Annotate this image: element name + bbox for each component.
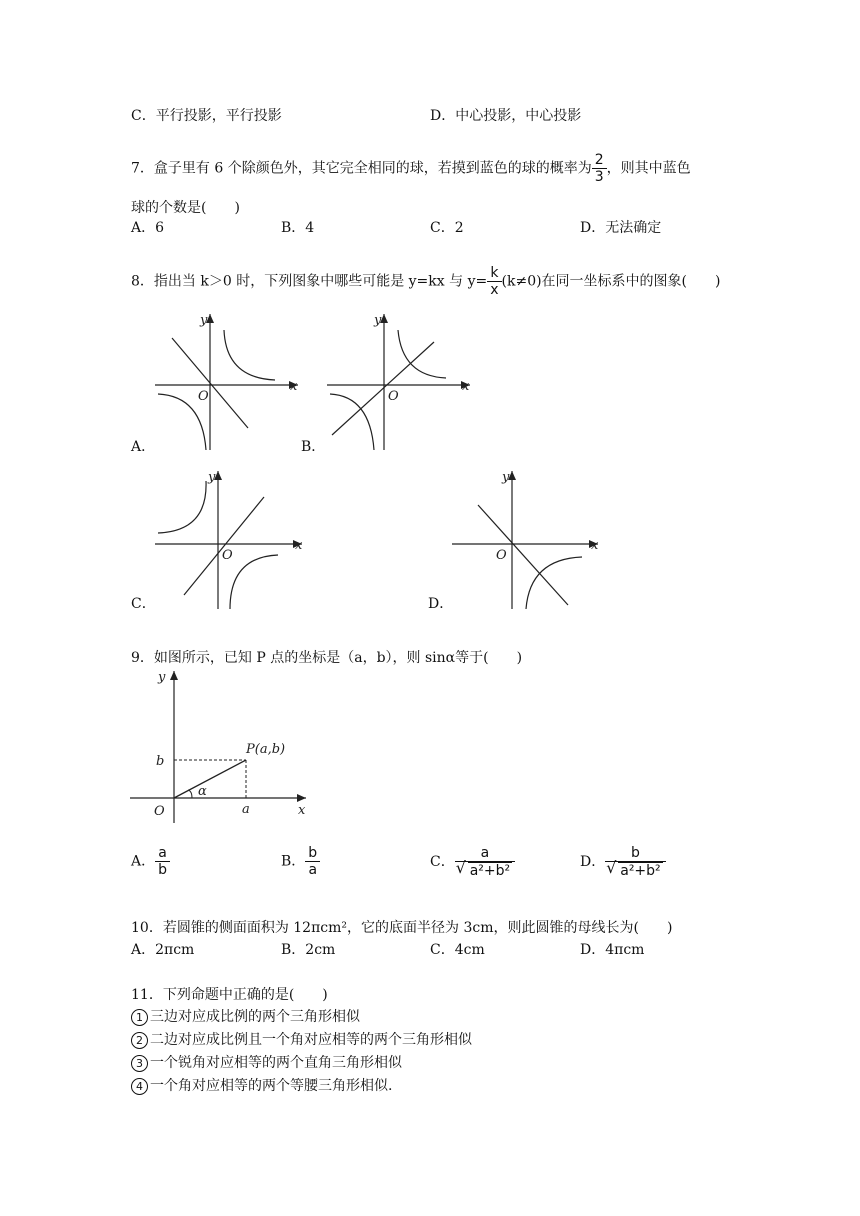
q9-stem: 9．如图所示，已知 P 点的坐标是（a，b），则 sinα等于( )	[131, 650, 523, 666]
q11-item-2: 2 二边对应成比例且一个角对应相等的两个三角形相似	[131, 1030, 472, 1050]
q9-option-c: C． a √ a²+b²	[430, 845, 515, 879]
q8-graph-a	[150, 310, 305, 455]
q8-label-c: C．	[131, 596, 156, 612]
svg-text:y: y	[208, 470, 216, 485]
svg-text:x: x	[591, 538, 599, 553]
q10-stem: 10．若圆锥的侧面面积为 12πcm²，它的底面半径为 3cm，则此圆锥的母线长为( )	[131, 920, 673, 936]
q9-option-b: B． $\frac{b}{a}$	[281, 845, 320, 878]
svg-text:x: x	[462, 379, 470, 394]
svg-text:x: x	[298, 803, 306, 818]
q6-option-c: C．平行投影，平行投影	[131, 108, 282, 124]
q11-item-1: 1 三边对应成比例的两个三角形相似	[131, 1007, 360, 1027]
q11-item-3: 3 一个锐角对应相等的两个直角三角形相似	[131, 1053, 402, 1073]
q10-option-a: A．2πcm	[131, 942, 195, 958]
q11-item-4: 4 一个角对应相等的两个等腰三角形相似.	[131, 1076, 392, 1096]
q7-option-b: B．4	[281, 220, 315, 236]
q7-option-c: C．2	[430, 220, 464, 236]
svg-text:b: b	[156, 754, 165, 769]
q8-label-b: B．	[301, 439, 326, 455]
q9-option-a: A． $\frac{a}{b}$	[131, 845, 170, 878]
q10-option-c: C．4cm	[430, 942, 485, 958]
q8-fraction: $\frac{k}{x}$	[487, 265, 501, 298]
origin-label: O	[198, 389, 209, 404]
q6-option-d: D．中心投影，中心投影	[430, 108, 582, 124]
q7-stem	[131, 152, 691, 185]
q10-option-d: D．4πcm	[580, 942, 645, 958]
q11-stem: 11．下列命题中正确的是( )	[131, 987, 328, 1003]
q7-stem-line2: 球的个数是( )	[131, 200, 240, 216]
q8-graph-b	[322, 310, 477, 455]
q9-figure	[126, 665, 316, 827]
axis-x-label: x	[290, 379, 298, 394]
q7-text2: ，则其中蓝色	[606, 160, 691, 177]
svg-text:y: y	[502, 470, 510, 485]
svg-text:O: O	[496, 548, 507, 563]
q7-option-d: D．无法确定	[580, 220, 662, 236]
svg-text:O: O	[222, 548, 233, 563]
q7-option-a: A．6	[131, 220, 165, 236]
svg-text:O: O	[154, 804, 165, 819]
q8-text2: (k≠0)在同一坐标系中的图象( )	[501, 273, 721, 290]
q8-graph-c	[150, 467, 310, 612]
q7-fraction: $\frac{2}{3}$	[592, 152, 607, 185]
q8-label-a: A．	[131, 439, 156, 455]
axis-y-label: y	[200, 313, 208, 328]
q10-option-b: B．2cm	[281, 942, 336, 958]
q9-option-d: D． b √ a²+b²	[580, 845, 666, 879]
q8-label-d: D．	[428, 596, 454, 612]
svg-text:O: O	[388, 389, 399, 404]
q8-text1: 8．指出当 k＞0 时，下列图象中哪些可能是 y=kx 与 y=	[131, 273, 488, 290]
svg-text:y: y	[374, 313, 382, 328]
svg-text:y: y	[158, 670, 166, 685]
q7-text1: 7．盒子里有 6 个除颜色外，其它完全相同的球，若摸到蓝色的球的概率为	[131, 160, 592, 177]
svg-text:x: x	[295, 538, 303, 553]
svg-text:P(a,b): P(a,b)	[246, 742, 286, 757]
svg-text:α: α	[198, 784, 207, 799]
q8-stem	[131, 265, 720, 298]
svg-text:a: a	[242, 802, 250, 817]
q8-graph-d	[450, 467, 605, 612]
